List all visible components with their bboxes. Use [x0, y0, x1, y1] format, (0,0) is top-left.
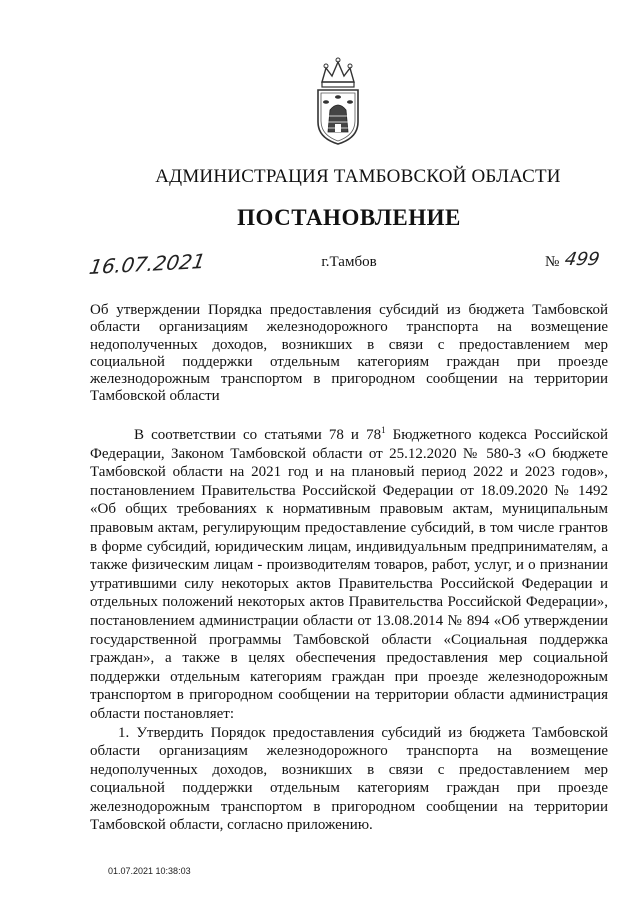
handwritten-number: 499 — [563, 249, 602, 270]
print-timestamp: 01.07.2021 10:38:03 — [108, 866, 191, 876]
clause-item-1: 1. Утвердить Порядок предоставления субсидий из бюджета Тамбовской области организациям железнодорожного транспорта на возмещение недополученных доходов, возникших в связи с предоставлением мер социальной поддержки отдельным категориям граждан при проезде железнодорожным транспортом в пригородном сообщении на территории Тамбовской области, согласно приложению. — [90, 724, 608, 834]
number-label: № — [545, 254, 560, 270]
city-name: г.Тамбов — [321, 254, 377, 270]
preamble-paragraph — [90, 426, 608, 724]
document-subject: Об утверждении Порядка предоставления субсидий из бюджета Тамбовской области организациям железнодорожного транспорта на возмещение недополученных доходов, возникших в связи с предоставлением мер социальной поддержки отдельным категориям граждан при проезде железнодорожным транспортом в пригородном сообщении на территории Тамбовской области — [90, 302, 608, 405]
preamble-superscript: 1 — [381, 425, 386, 435]
handwritten-date: 16.07.2021 — [87, 249, 207, 279]
document-body — [90, 426, 608, 835]
preamble-part1: В соответствии со статьями 78 и 78 — [134, 427, 382, 443]
organization-name: АДМИНИСТРАЦИЯ ТАМБОВСКОЙ ОБЛАСТИ — [155, 166, 561, 187]
coat-of-arms-icon — [312, 52, 364, 147]
preamble-part2: Бюджетного кодекса Российской Федерации, Законом Тамбовской области от 25.12.2020 № 580-З «О бюджете Тамбовской области на 2021 год и на плановый период 2022 и 2023 годов», постановлением Правительства Российской Федерации от 18.09.2020 № 1492 «Об общих требованиях к нормативным правовым актам, муниципальным правовым актам, регулирующим предоставление субсидий, в том числе грантов в форме субсидий, юридическим лицам, индивидуальным предпринимателям, а также физическим лицам - производителям товаров, работ, услуг, и о признании утратившими силу некоторых актов Правительства Российской Федерации и отдельных положений некоторых актов Правительства Российской Федерации», постановлением администрации области от 13.08.2014 № 894 «Об утверждении государственной программы Тамбовской области «Социальная поддержка граждан», а также в целях обеспечения предоставления мер социальной поддержки отдельным категориям граждан при проезде железнодорожным транспортом в пригородном сообщении на территории области администрация области постановляет: — [90, 427, 608, 722]
document-type-title: ПОСТАНОВЛЕНИЕ — [237, 205, 461, 230]
